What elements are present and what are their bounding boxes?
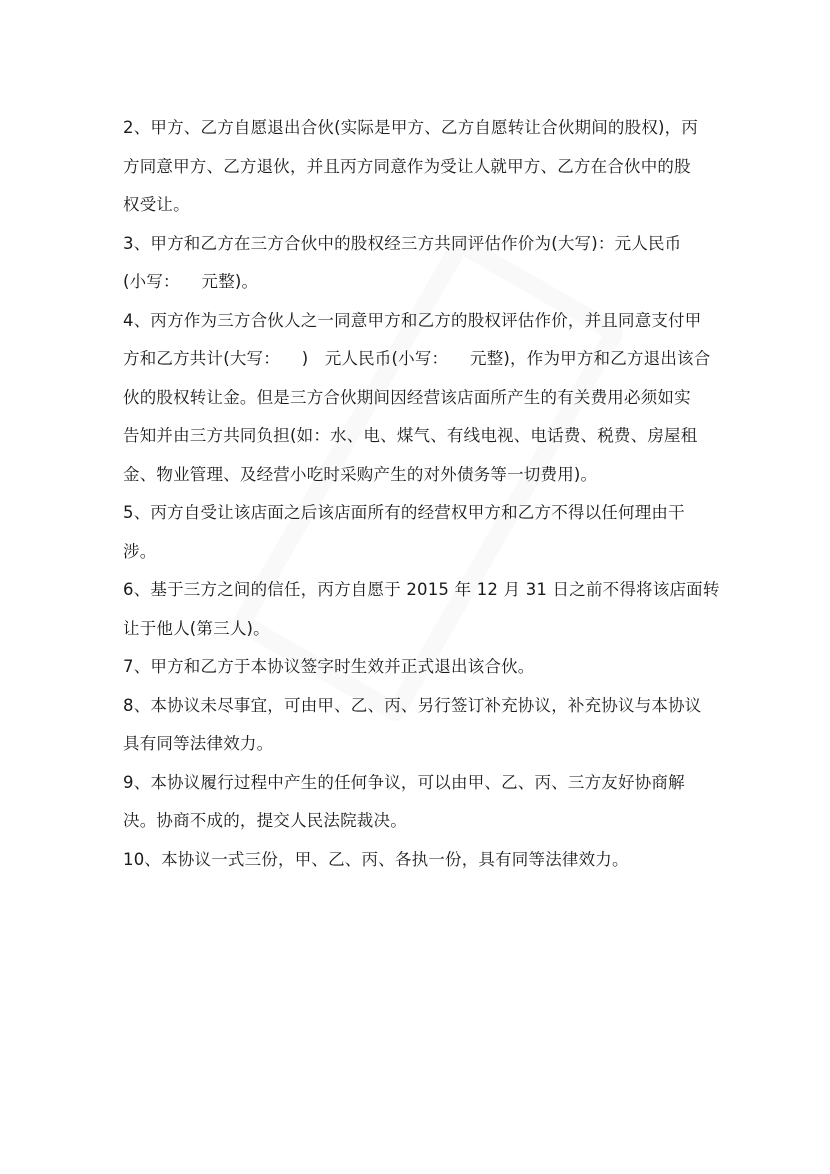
clause-line: 方同意甲方、乙方退伙，并且丙方同意作为受让人就甲方、乙方在合伙中的股 [123,156,691,176]
clause-line: 具有同等法律效力。 [123,734,274,753]
document-body [123,109,723,879]
clause-7 [123,648,723,687]
clause-line: 8、本协议未尽事宜，可由甲、乙、丙、另行签订补充协议，补充协议与本协议 [123,695,702,715]
clause-line: 伙的股权转让金。但是三方合伙期间因经营该店面所产生的有关费用必须如实 [123,387,691,407]
clause-line: 权受让。 [123,195,190,214]
clause-line: 金、物业管理、及经营小吃时采购产生的对外债务等一切费用)。 [123,464,598,484]
clause-3 [123,225,723,302]
clause-line: 5、丙方自受让该店面之后该店面所有的经营权甲方和乙方不得以任何理由干 [123,503,685,522]
clause-line: 涉。 [123,541,157,561]
clause-line: 4、丙方作为三方合伙人之一同意甲方和乙方的股权评估作价，并且同意支付甲 [123,310,702,330]
clause-line: 决。协商不成的，提交人民法院裁决。 [123,811,407,830]
clause-10 [123,841,723,880]
clause-8 [123,687,723,764]
clause-9 [123,764,723,841]
clause-line: 告知并由三方共同负担(如：水、电、煤气、有线电视、电话费、税费、房屋租 [123,426,698,445]
clause-4 [123,302,723,495]
clause-line: 3、甲方和乙方在三方合伙中的股权经三方共同评估作价为(大写)：元人民币 [123,233,682,253]
clause-line: (小写： 元整)。 [123,272,259,291]
clause-line: 方和乙方共计(大写： ) 元人民币(小写： 元整)，作为甲方和乙方退出该合 [123,349,711,368]
clause-line: 6、基于三方之间的信任，丙方自愿于 2015 年 12 月 31 日之前不得将该店面转 [123,580,720,599]
clause-5 [123,494,723,571]
clause-2 [123,109,723,225]
clause-line: 2、甲方、乙方自愿退出合伙(实际是甲方、乙方自愿转让合伙期间的股权)，丙 [123,118,699,137]
clause-line: 9、本协议履行过程中产生的任何争议，可以由甲、乙、丙、三方友好协商解 [123,772,685,792]
clause-line: 10、本协议一式三份，甲、乙、丙、各执一份，具有同等法律效力。 [123,849,629,869]
clause-6 [123,571,723,648]
clause-line: 7、甲方和乙方于本协议签字时生效并正式退出该合伙。 [123,657,535,676]
clause-line: 让于他人(第三人)。 [123,618,270,638]
